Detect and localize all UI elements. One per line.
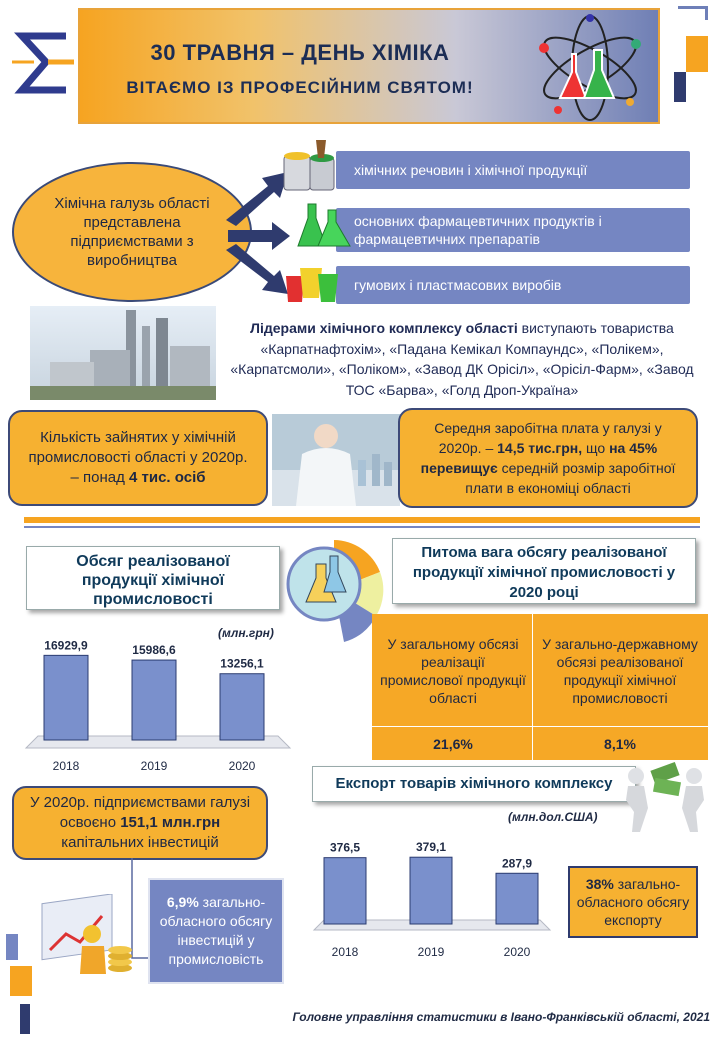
leaders-paragraph	[224, 318, 700, 400]
branch-rubber-plastic	[336, 266, 690, 304]
atom-flasks-icon	[530, 14, 650, 122]
handshake-money-icon	[618, 760, 712, 834]
export-bar-2018	[324, 858, 366, 924]
share-col2-label: У загально-державному обсязі реалізованої продукції хімічної промисловості	[542, 636, 698, 706]
volume-year-label: 2018	[52, 759, 80, 773]
branch-label: гумових і пластмасових виробів	[354, 277, 562, 293]
volume-chart-title: Обсяг реалізованої продукції хімічної промисловості	[26, 546, 280, 610]
volume-year-label: 2019	[140, 759, 168, 773]
corner-square-navy-left	[6, 934, 18, 960]
share-col1-value: 21,6%	[433, 736, 473, 752]
share-divider-h	[372, 726, 708, 727]
salary-box	[398, 408, 698, 508]
sigma-logo-icon	[8, 28, 78, 98]
volume-bar-2018	[44, 655, 88, 740]
header-subtitle: ВІТАЄМО ІЗ ПРОФЕСІЙНИМ СВЯТОМ!	[126, 78, 474, 97]
share-title: Питома вага обсягу реалізованої продукції хімічної промисловості у 2020 році	[392, 538, 696, 604]
branch-pharma	[336, 208, 690, 252]
separator-line-blue	[24, 526, 700, 528]
plastic-buckets-icon	[282, 258, 342, 306]
investment-share-box	[148, 878, 284, 984]
export-year-label: 2020	[503, 945, 531, 959]
export-year-label: 2018	[331, 945, 359, 959]
investment-share-text: 6,9% загально-обласного обсягу інвестицій у промисловість	[159, 894, 273, 967]
export-share-box	[568, 866, 698, 938]
header-title: 30 ТРАВНЯ – ДЕНЬ ХІМІКА	[150, 40, 450, 65]
volume-chart-unit: (млн.грн)	[218, 626, 274, 640]
export-value-label: 287,9	[501, 856, 533, 871]
employment-box	[8, 410, 268, 506]
investment-text: У 2020р. підприємствами галузі освоєно 151,1 млн.грн капітальних інвестицій	[29, 794, 251, 851]
corner-square-navy-top	[674, 72, 686, 102]
corner-square-navy-left-bottom	[20, 1004, 30, 1034]
share-divider-v	[532, 614, 533, 760]
volume-year-label: 2020	[228, 759, 256, 773]
volume-chart	[20, 620, 300, 780]
corner-square-orange-top	[686, 36, 708, 72]
footer-text: Головне управління статистики в Івано-Франківській області, 2021	[292, 1010, 710, 1024]
export-bar-2020	[496, 873, 538, 924]
investment-box	[12, 786, 268, 860]
volume-value-label: 15986,6	[132, 643, 176, 658]
volume-bar-2020	[220, 674, 264, 740]
paint-cans-icon	[280, 138, 342, 196]
corner-square-orange-left	[10, 966, 32, 996]
volume-bar-2019	[132, 660, 176, 740]
lab-photo	[272, 414, 400, 506]
share-col1-label: У загальному обсязі реалізації промислової продукції області	[380, 636, 526, 706]
employment-text: Кількість зайнятих у хімічній промисловості області у 2020р. – понад 4 тис. осіб	[28, 429, 248, 486]
volume-value-label: 13256,1	[220, 656, 264, 671]
export-share-text: 38% загально-обласного обсягу експорту	[576, 876, 690, 928]
share-table	[372, 614, 708, 760]
export-chart	[310, 820, 570, 970]
volume-value-label: 16929,9	[44, 638, 88, 653]
export-bar-2019	[410, 857, 452, 924]
investment-chart-coins-icon	[40, 894, 144, 980]
export-year-label: 2019	[417, 945, 445, 959]
export-chart-title: Експорт товарів хімічного комплексу	[312, 766, 636, 802]
corner-line-top	[678, 6, 708, 20]
export-chart-unit: (млн.дол.США)	[508, 810, 598, 824]
industry-ellipse: Хімічна галузь області представлена підприємствами з виробництва	[12, 162, 252, 302]
export-value-label: 379,1	[415, 840, 447, 855]
branch-label: хімічних речовин і хімічної продукції	[354, 162, 588, 178]
branch-chemicals	[336, 151, 690, 189]
share-col2-value: 8,1%	[604, 736, 636, 752]
salary-text: Середня заробітна плата у галузі у 2020р. – 14,5 тис.грн, що на 45% перевищує середній розмір заробітної плати в економіці області	[420, 420, 676, 496]
factory-photo	[30, 306, 216, 400]
separator-line	[24, 517, 700, 523]
header-banner	[78, 8, 660, 124]
flasks-icon	[294, 198, 356, 252]
branch-label: основних фармацевтичних продуктів і фармацевтичних препаратів	[354, 213, 602, 247]
leaders-bold: Лідерами хімічного комплексу області	[250, 320, 518, 336]
export-value-label: 376,5	[329, 840, 361, 855]
leaders-text: виступають товариства «Карпатнафтохім», «Падана Кемікал Компаундс», «Полікем», «Карпатсмоли», «Поліком», «Завод ДК Орісіл», «Орісіл-Фарм», «Завод ТОС «Барва», «Голд Дроп-Україна»	[230, 320, 694, 398]
